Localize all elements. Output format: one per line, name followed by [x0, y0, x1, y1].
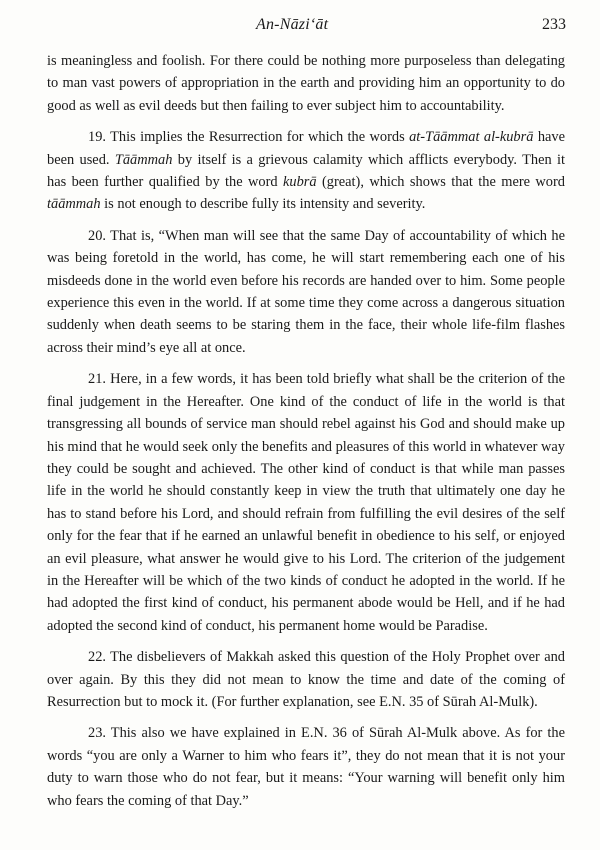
text-segment: by itself is a grievous calamity which afflicts everybody. Then it has been further qualified by the word [47, 151, 565, 191]
note-19 [47, 126, 565, 216]
note-20 [47, 225, 565, 359]
note-number: 22. [88, 649, 106, 666]
text-segment: The disbelievers of Makkah asked this question of the Holy Prophet over and over again. By this they did not mean to know the time and date of the coming of Resurrection but to mock it. (For further explanation, see E.N. 35 of Sūrah Al-Mulk). [47, 649, 565, 710]
note-number: 20. [88, 227, 106, 244]
text-segment: (great), which shows that the mere word [316, 174, 565, 191]
note-number: 19. [88, 129, 106, 146]
text-segment: have been used. [47, 129, 566, 168]
text-segment: Here, in a few words, it has been told briefly what shall be the criterion of the final judgement in the Hereafter. One kind of the conduct of life in the world is that transgressing all bounds of service man should rebel against his God and should make up his mind that he would seek only the benefits and pleasures of this world in whatever way they could be sought and achieved. The other kind of conduct is that while man passes life in the world he should constantly keep in view the truth that ultimately one day he has to stand before his Lord, and should refrain from fulfilling the evil desires of the self only for the fear that if he earned an unlawful benefit in obedience to his self, or enjoyed an evil pleasure, what answer he would give to his Lord. The criterion of the judgement in the Hereafter will be which of the two kinds of conduct he adopted in the world. If he had adopted the first kind of conduct, his permanent abode would be Hell, and if he had adopted the second kind of conduct, his permanent home would be Paradise. [47, 371, 565, 634]
note-21 [47, 368, 565, 637]
text-segment: This implies the Resurrection for which the words [106, 129, 410, 146]
italic-term: at-Tāāmmat al-kubrā [409, 129, 534, 146]
text-segment: is meaningless and foolish. For there could be nothing more purposeless than delegating to man vast powers of appropriation in the earth and providing him an opportunity to do good as well as evil deeds but then failing to ever subject him to accountability. [47, 53, 565, 114]
note-23 [47, 722, 565, 812]
text-segment: This also we have explained in E.N. 36 of Sūrah Al-Mulk above. As for the words “you are only a Warner to him who fears it”, they do not mean that it is not your duty to warn those who do not fear, but it means: “Your warning will benefit only him who fears the coming of that Day.” [47, 725, 565, 809]
italic-term: kubrā [283, 174, 317, 191]
italic-term: tāāmmah [47, 196, 101, 213]
text-segment: That is, “When man will see that the same Day of accountability of which he was being foretold in the world, has come, he will start remembering each one of his misdeeds done in the world even before his records are handed over to him. Some people experience this even in the world. If at some time they come across a dangerous situation suddenly when death seems to be staring them in the face, their whole life-film flashes across their mind’s eye all at once. [47, 227, 565, 356]
text-segment: is not enough to describe fully its intensity and severity. [100, 196, 426, 213]
note-22 [47, 646, 565, 713]
paragraph-continuation [47, 50, 565, 117]
page-number: 233 [542, 16, 566, 33]
note-number: 23. [88, 725, 106, 742]
italic-term: Tāāmmah [114, 151, 173, 168]
note-number: 21. [88, 371, 106, 388]
page-header [0, 16, 600, 40]
running-head: An-Nāzi‘āt [256, 16, 329, 33]
page-body [47, 50, 565, 821]
